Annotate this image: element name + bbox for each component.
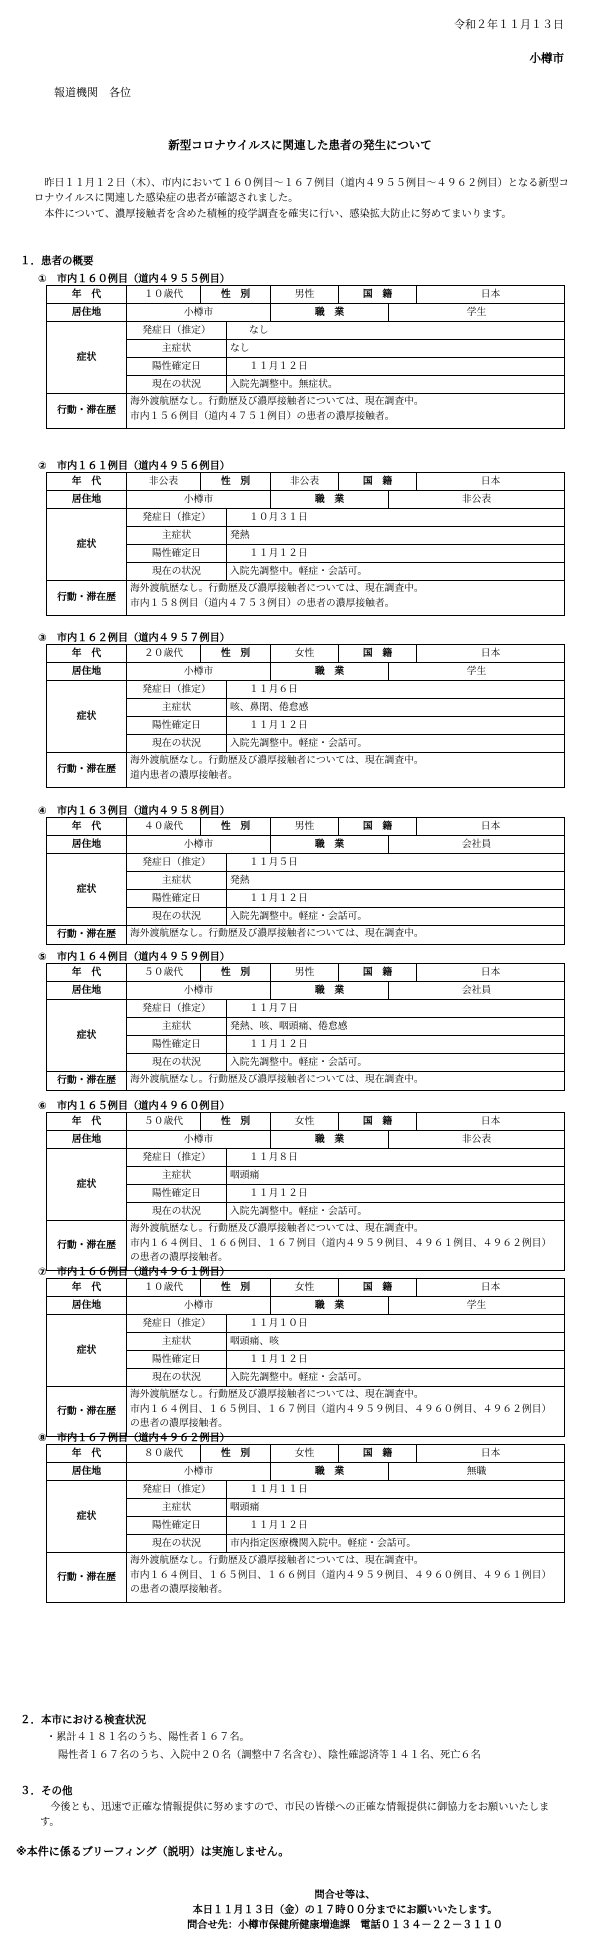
main-symptom-value: 咽頭痛 [227,1499,565,1517]
age-value: １０歳代 [127,1279,201,1297]
onset-label: 発症日（推定） [127,1000,227,1018]
test-breakdown-line: 陽性者１６７名のうち、入院中２０名（調整中７名含む）、陰性確認済等１４１名、死亡６名 [58,1750,481,1761]
history-line: 海外渡航歴なし。行動歴及び濃厚接触者については、現在調査中。 [130,1223,424,1234]
positive-date-value: １１月１２日 [227,358,565,376]
symptoms-label: 症状 [47,1481,127,1553]
patient-caption: ③ 市内１６２例目（道内４９５７例目） [38,633,230,644]
sex-value: 非公表 [271,473,339,491]
job-label: 職 業 [271,1463,389,1481]
residence-label: 居住地 [47,836,127,854]
job-value: 無職 [389,1463,565,1481]
onset-label: 発症日（推定） [127,322,227,340]
patient-table [46,644,565,788]
onset-label: 発症日（推定） [127,681,227,699]
main-symptom-value: 発熱 [227,872,565,890]
patient-table [46,472,565,616]
nationality-value: 日本 [417,1445,565,1463]
age-value: ５０歳代 [127,1113,201,1131]
positive-date-value: １１月１２日 [227,717,565,735]
nationality-label: 国 籍 [339,286,417,304]
nationality-label: 国 籍 [339,645,417,663]
symptoms-label: 症状 [47,1149,127,1221]
history-line: 市内１６４例目、１６６例目、１６７例目（道内４９５９例目、４９６１例目、４９６２例目）の患者の濃厚接触者。 [130,1237,552,1263]
job-label: 職 業 [271,982,389,1000]
positive-date-value: １１月１２日 [227,1036,565,1054]
job-label: 職 業 [271,1297,389,1315]
history-value [127,1072,565,1091]
sex-value: 女性 [271,645,339,663]
onset-value: なし [227,322,565,340]
main-symptom-label: 主症状 [127,1167,227,1185]
intro-paragraph-1: 昨日１１月１２日（木）、市内において１６０例目～１６７例目（道内４９５５例目～４９６２例目）となる新型コロナウイルスに関連した感染症の患者が確認されました。 [34,178,569,204]
footer-line-2: 本日１１月１３日（金）の１７時００分までにお願いいたします。 [192,1905,498,1916]
symptoms-label: 症状 [47,322,127,394]
patient-caption: ① 市内１６０例目（道内４９５５例目） [38,274,230,285]
status-value: 入院先調整中。無症状。 [227,376,565,394]
positive-date-label: 陽性確定日 [127,890,227,908]
sex-label: 性 別 [201,473,271,491]
sex-label: 性 別 [201,1113,271,1131]
section-3-heading: ３．その他 [20,1785,73,1797]
main-symptom-value: 発熱 [227,527,565,545]
onset-label: 発症日（推定） [127,854,227,872]
age-label: 年 代 [47,1279,127,1297]
age-label: 年 代 [47,645,127,663]
symptoms-label: 症状 [47,1315,127,1387]
residence-label: 居住地 [47,491,127,509]
patient-table [46,1278,565,1437]
residence-value: 小樽市 [127,836,271,854]
onset-value: １１月６日 [227,681,565,699]
sex-label: 性 別 [201,964,271,982]
history-value [127,394,565,429]
history-value [127,581,565,616]
sex-label: 性 別 [201,818,271,836]
section-3-body: 今後とも、迅速で正確な情報提供に努めますので、市民の皆様への正確な情報提供に御協力をお願いいたします。 [40,1802,550,1828]
job-label: 職 業 [271,491,389,509]
history-line: 市内１５６例目（道内４７５１例目）の患者の濃厚接触者。 [130,410,395,422]
main-symptom-value: 咳、鼻閉、倦怠感 [227,699,565,717]
job-label: 職 業 [271,836,389,854]
job-value: 非公表 [389,491,565,509]
status-value: 市内指定医療機関入院中。軽症・会話可。 [227,1535,565,1553]
history-label: 行動・滞在歴 [47,926,127,945]
history-line: 道内患者の濃厚接触者。 [130,769,238,781]
sex-label: 性 別 [201,1445,271,1463]
history-label: 行動・滞在歴 [47,753,127,788]
history-line: 海外渡航歴なし。行動歴及び濃厚接触者については、現在調査中。 [130,583,424,594]
history-line: 海外渡航歴なし。行動歴及び濃厚接触者については、現在調査中。 [130,396,424,407]
onset-value: １１月８日 [227,1149,565,1167]
status-value: 入院先調整中。軽症・会話可。 [227,1054,565,1072]
nationality-label: 国 籍 [339,473,417,491]
sex-value: 男性 [271,964,339,982]
nationality-label: 国 籍 [339,1445,417,1463]
nationality-label: 国 籍 [339,964,417,982]
history-line: 海外渡航歴なし。行動歴及び濃厚接触者については、現在調査中。 [130,1555,424,1566]
job-value: 学生 [389,663,565,681]
history-label: 行動・滞在歴 [47,394,127,429]
history-label: 行動・滞在歴 [47,1072,127,1091]
history-line: 市内１５８例目（道内４７５３例目）の患者の濃厚接触者。 [130,597,395,609]
onset-value: １１月７日 [227,1000,565,1018]
nationality-value: 日本 [417,286,565,304]
positive-date-label: 陽性確定日 [127,1036,227,1054]
onset-label: 発症日（推定） [127,1481,227,1499]
footer-line-1: 問合せ等は、 [314,1890,376,1901]
nationality-label: 国 籍 [339,1279,417,1297]
job-label: 職 業 [271,663,389,681]
main-symptom-label: 主症状 [127,872,227,890]
status-value: 入院先調整中。軽症・会話可。 [227,735,565,753]
age-label: 年 代 [47,473,127,491]
residence-value: 小樽市 [127,304,271,322]
residence-value: 小樽市 [127,663,271,681]
history-line: 海外渡航歴なし。行動歴及び濃厚接触者については、現在調査中。 [130,1074,424,1085]
status-label: 現在の状況 [127,1535,227,1553]
status-label: 現在の状況 [127,376,227,394]
onset-value: １１月１０日 [227,1315,565,1333]
residence-value: 小樽市 [127,1297,271,1315]
main-symptom-label: 主症状 [127,1333,227,1351]
patient-table [46,1444,565,1603]
positive-date-value: １１月１２日 [227,545,565,563]
nationality-value: 日本 [417,473,565,491]
patient-caption: ⑦ 市内１６６例目（道内４９６１例目） [38,1267,230,1278]
onset-label: 発症日（推定） [127,1149,227,1167]
job-value: 会社員 [389,836,565,854]
nationality-value: 日本 [417,964,565,982]
status-label: 現在の状況 [127,735,227,753]
nationality-value: 日本 [417,1113,565,1131]
residence-label: 居住地 [47,1131,127,1149]
history-line: 海外渡航歴なし。行動歴及び濃厚接触者については、現在調査中。 [130,1389,424,1400]
nationality-value: 日本 [417,645,565,663]
sex-label: 性 別 [201,286,271,304]
age-label: 年 代 [47,818,127,836]
main-symptom-value: 発熱、咳、咽頭痛、倦怠感 [227,1018,565,1036]
positive-date-label: 陽性確定日 [127,358,227,376]
section-2-heading: ２．本市における検査状況 [20,1714,146,1726]
patient-caption: ④ 市内１６３例目（道内４９５８例目） [38,806,230,817]
nationality-value: 日本 [417,818,565,836]
positive-date-value: １１月１２日 [227,1185,565,1203]
history-value [127,1553,565,1603]
age-value: ４０歳代 [127,818,201,836]
residence-label: 居住地 [47,982,127,1000]
sex-value: 女性 [271,1113,339,1131]
positive-date-value: １１月１２日 [227,890,565,908]
onset-value: １１月１１日 [227,1481,565,1499]
status-label: 現在の状況 [127,1054,227,1072]
history-value [127,926,565,945]
history-label: 行動・滞在歴 [47,1221,127,1271]
residence-label: 居住地 [47,304,127,322]
main-symptom-value: 咽頭痛、咳 [227,1333,565,1351]
patient-caption: ② 市内１６１例目（道内４９５６例目） [38,461,230,472]
positive-date-label: 陽性確定日 [127,545,227,563]
addressee: 報道機関 各位 [54,86,131,99]
residence-label: 居住地 [47,1297,127,1315]
job-value: 学生 [389,1297,565,1315]
contact-footer [0,1888,600,1933]
nationality-value: 日本 [417,1279,565,1297]
main-symptom-value: なし [227,340,565,358]
footer-line-3: 問合せ先：小樽市保健所健康増進課 電話０１３４－２２－３１１０ [187,1920,503,1931]
history-label: 行動・滞在歴 [47,1553,127,1603]
onset-value: １０月３１日 [227,509,565,527]
sex-label: 性 別 [201,1279,271,1297]
positive-date-value: １１月１２日 [227,1351,565,1369]
sex-label: 性 別 [201,645,271,663]
issuer-city: 小樽市 [529,51,564,65]
page-title: 新型コロナウイルスに関連した患者の発生について [168,138,432,152]
job-label: 職 業 [271,1131,389,1149]
patient-caption: ⑤ 市内１６４例目（道内４９５９例目） [38,952,230,963]
age-value: ８０歳代 [127,1445,201,1463]
residence-value: 小樽市 [127,982,271,1000]
residence-value: 小樽市 [127,1463,271,1481]
job-label: 職 業 [271,304,389,322]
symptoms-label: 症状 [47,681,127,753]
status-label: 現在の状況 [127,908,227,926]
job-value: 学生 [389,304,565,322]
status-value: 入院先調整中。軽症・会話可。 [227,563,565,581]
sex-value: 男性 [271,286,339,304]
onset-label: 発症日（推定） [127,509,227,527]
age-value: 非公表 [127,473,201,491]
briefing-notice: ※本件に係るブリーフィング（説明）は実施しません。 [16,1845,290,1858]
age-value: ２０歳代 [127,645,201,663]
residence-label: 居住地 [47,1463,127,1481]
residence-label: 居住地 [47,663,127,681]
section-1-heading: １．患者の概要 [20,255,94,267]
age-value: １０歳代 [127,286,201,304]
patient-caption: ⑧ 市内１６７例目（道内４９６２例目） [38,1433,230,1444]
patient-table [46,285,565,429]
age-value: ５０歳代 [127,964,201,982]
history-label: 行動・滞在歴 [47,1387,127,1437]
sex-value: 男性 [271,818,339,836]
history-value [127,753,565,788]
patient-caption: ⑥ 市内１６５例目（道内４９６０例目） [38,1101,230,1112]
residence-value: 小樽市 [127,491,271,509]
age-label: 年 代 [47,964,127,982]
intro-paragraph-2: 本件について、濃厚接触者を含めた積極的疫学調査を確実に行い、感染拡大防止に努めてまいります。 [44,209,512,220]
history-line: 海外渡航歴なし。行動歴及び濃厚接触者については、現在調査中。 [130,928,424,939]
sex-value: 女性 [271,1445,339,1463]
nationality-label: 国 籍 [339,818,417,836]
onset-label: 発症日（推定） [127,1315,227,1333]
positive-date-label: 陽性確定日 [127,1185,227,1203]
status-label: 現在の状況 [127,1203,227,1221]
job-value: 会社員 [389,982,565,1000]
status-value: 入院先調整中。軽症・会話可。 [227,1369,565,1387]
sex-value: 女性 [271,1279,339,1297]
patient-table [46,963,565,1091]
residence-value: 小樽市 [127,1131,271,1149]
main-symptom-label: 主症状 [127,1018,227,1036]
history-line: 市内１６４例目、１６５例目、１６６例目（道内４９５９例目、４９６０例目、４９６１例目）の患者の濃厚接触者。 [130,1569,552,1595]
main-symptom-label: 主症状 [127,527,227,545]
status-value: 入院先調整中。軽症・会話可。 [227,908,565,926]
job-value: 非公表 [389,1131,565,1149]
symptoms-label: 症状 [47,854,127,926]
main-symptom-label: 主症状 [127,699,227,717]
history-label: 行動・滞在歴 [47,581,127,616]
positive-date-value: １１月１２日 [227,1517,565,1535]
document-date: 令和２年１１月１３日 [454,18,564,31]
status-label: 現在の状況 [127,1369,227,1387]
positive-date-label: 陽性確定日 [127,1351,227,1369]
age-label: 年 代 [47,286,127,304]
status-value: 入院先調整中。軽症・会話可。 [227,1203,565,1221]
symptoms-label: 症状 [47,1000,127,1072]
history-line: 市内１６４例目、１６５例目、１６７例目（道内４９５９例目、４９６０例目、４９６２例目）の患者の濃厚接触者。 [130,1403,552,1429]
age-label: 年 代 [47,1113,127,1131]
positive-date-label: 陽性確定日 [127,717,227,735]
main-symptom-value: 咽頭痛 [227,1167,565,1185]
test-total-line: ・累計４１８１名のうち、陽性者１６７名。 [46,1732,250,1743]
main-symptom-label: 主症状 [127,340,227,358]
onset-value: １１月５日 [227,854,565,872]
age-label: 年 代 [47,1445,127,1463]
symptoms-label: 症状 [47,509,127,581]
patient-table [46,1112,565,1271]
main-symptom-label: 主症状 [127,1499,227,1517]
nationality-label: 国 籍 [339,1113,417,1131]
positive-date-label: 陽性確定日 [127,1517,227,1535]
status-label: 現在の状況 [127,563,227,581]
history-line: 海外渡航歴なし。行動歴及び濃厚接触者については、現在調査中。 [130,755,424,766]
patient-table [46,817,565,945]
